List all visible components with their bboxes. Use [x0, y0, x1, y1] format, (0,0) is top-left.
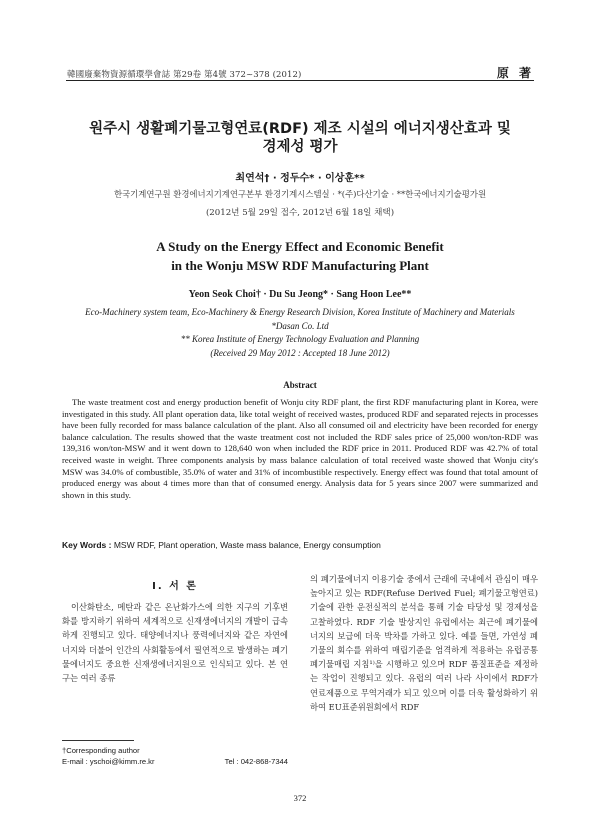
corresponding-author-label: †Corresponding author — [62, 746, 140, 755]
article-type-label: 原 著 — [496, 66, 534, 80]
journal-header: 韓國廢棄物資源循環學會誌 第29卷 第4號 372~378 (2012) — [67, 70, 302, 80]
keywords-label: Key Words : — [62, 540, 112, 550]
korean-title — [40, 120, 560, 156]
keywords-text: MSW RDF, Plant operation, Waste mass balance, Energy consumption — [113, 540, 381, 550]
footnote — [62, 745, 288, 767]
section-heading-introduction: I. 서 론 — [152, 581, 198, 592]
english-affiliation-1: Eco-Machinery system team, Eco-Machinery & Energy Research Division, Korea Institute of Machinery and Materials — [85, 307, 515, 317]
english-title-line-2: in the Wonju MSW RDF Manufacturing Plant — [171, 258, 429, 273]
header-rule — [66, 80, 534, 81]
keywords — [62, 540, 538, 550]
intro-right-column: 의 폐기물에너지 이용기술 중에서 근래에 국내에서 관심이 매우 높아지고 있는 RDF(Refuse Derived Fuel; 폐기물고형연료)기술에 관한 운전실적의 분석을 통해 기술 타당성 및 경제성을 고찰하였다. RDF 기술 발상지인 유럽에서는 최근에 폐기물에너지의 보급에 더욱 박차를 가하고 있다. 예를 들면, 가연성 폐기물의 회수를 위하여 매립기준을 엄격하게 적용하는 유럽공통 폐기물매립 지침¹⁾을 시행하고 있으며 RDF 품질표준을 제정하는 작업이 진행되고 있다. 유럽의 여러 나라 사이에서 RDF가 연료제품으로 무역거래가 되고 있으며 이를 더욱 활성화하기 위하여 EU표준위원회에서 RDF — [310, 574, 538, 712]
english-dates: (Received 29 May 2012 : Accepted 18 June 2012) — [210, 347, 390, 358]
english-title — [40, 237, 560, 275]
footnote-rule — [62, 740, 134, 741]
intro-left-column: 이산화탄소, 메탄과 같은 온난화가스에 의한 지구의 기후변화를 방지하기 위하여 세계적으로 신재생에너지의 개발이 급속하게 진행되고 있다. 태양에너지나 풍력에너지와 같은 자연에너지와 더불어 인간의 사회활동에서 필연적으로 발생하는 폐기물에너지도 중요한 신재생에너지원으로 인식되고 있다. 본 연구는 여러 종류 — [62, 602, 288, 684]
corresponding-email: E-mail : yschoi@kimm.re.kr — [62, 757, 155, 766]
korean-authors: 최연석† · 정두수* · 이상훈** — [235, 173, 365, 184]
english-affiliation-3: ** Korea Institute of Energy Technology Evaluation and Planning — [180, 334, 420, 344]
abstract-heading: Abstract — [283, 380, 317, 390]
english-title-line-1: A Study on the Energy Effect and Economic Benefit — [156, 239, 444, 254]
korean-title-line-2: 경제성 평가 — [262, 139, 338, 155]
korean-title-line-1: 원주시 생활폐기물고형연료(RDF) 제조 시설의 에너지생산효과 및 — [89, 121, 511, 137]
english-affiliations — [40, 306, 560, 360]
corresponding-tel: Tel : 042-868-7344 — [224, 757, 288, 766]
page-number: 372 — [293, 793, 307, 803]
abstract-text: The waste treatment cost and energy production benefit of Wonju city RDF plant, the first RDF manufacturing plant in Korea, were investigated in this study. All plant operation data, like total weight of received wastes, produced RDF and separated rejects in processes have been fully recorded for mass balance calculation of the plant. Also all consumed oil and electricity have been recorded for energy balance calculation. The results showed that the waste treatment cost not included the RDF sales price of 25,000 won/ton-RDF was 139,316 won/ton-MSW and it went down to 128,640 won when included the RDF price in 2011. Produced RDF was 42.7% of total received waste in weight. Three components analysis by mass balance calculation of total received waste showed that Wonju city's MSW was 34.0% of combustible, 35.0% of water and 31% of incombustible respectively. Energy effect was found that total amount of produced energy was about 4 times more than that of consumed energy. Analysis data for 5 years since 2007 were summarized and shown in this study. — [62, 397, 538, 500]
english-affiliation-2: *Dasan Co. Ltd — [271, 320, 329, 331]
korean-affiliation: 한국기계연구원 환경에너지기계연구본부 환경기계시스템실 · *(주)다산기술 · **한국에너지기술평가원 — [113, 189, 487, 199]
korean-dates: (2012년 5월 29일 접수, 2012년 6월 18일 채택) — [205, 208, 395, 218]
english-authors: Yeon Seok Choi† · Du Su Jeong* · Sang Hoon Lee** — [188, 289, 412, 300]
